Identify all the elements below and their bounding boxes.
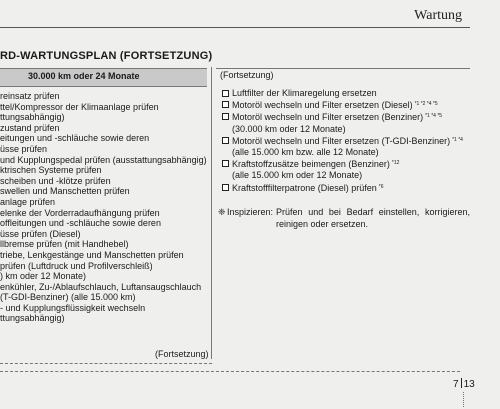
note-symbol-icon: ❈: [218, 207, 226, 217]
side-dotted-line: [463, 392, 465, 407]
checklist-item-text: Motoröl wechseln und Filter ersetzen (Benziner): [232, 112, 424, 123]
left-list-item: ktrischen Systeme prüfen: [0, 165, 102, 176]
checklist-item-interval: (alle 15.000 km oder 12 Monate): [232, 170, 363, 181]
checklist-item: [222, 88, 472, 99]
page-number: [453, 378, 475, 390]
checklist-item: [222, 99, 472, 111]
right-item-list: [222, 88, 472, 194]
left-list-item: llbremse prüfen (mit Handhebel): [0, 239, 129, 250]
left-list-item: zustand prüfen: [0, 122, 60, 133]
column-divider: [211, 67, 212, 359]
checklist-item-text: Motoröl wechseln und Filter ersetzen (Diesel): [232, 100, 413, 111]
page-number-divider: [461, 378, 462, 388]
checklist-item-interval: (30.000 km oder 12 Monate): [232, 123, 346, 134]
interval-label: 30.000 km oder 24 Monate: [28, 71, 140, 81]
left-list-item: swellen und Manschetten prüfen: [0, 186, 130, 197]
left-list-item: ) km oder 12 Monate): [0, 271, 87, 282]
left-list-item: (T-GDI-Benziner) (alle 15.000 km): [0, 292, 136, 303]
left-list-item: anlage prüfen: [0, 196, 56, 207]
checklist-item-interval: (alle 15.000 km bzw. alle 12 Monate): [232, 147, 379, 158]
left-list-item: - und Kupplungsflüssigkeit wechseln: [0, 302, 146, 313]
left-list-item: üsse prüfen: [0, 143, 48, 154]
checklist-item-text: Motoröl wechseln und Filter ersetzen (T-GDI-Benziner): [232, 135, 451, 146]
left-list-item: offleitungen und -schläuche sowie deren: [0, 218, 161, 229]
checkbox-icon: [222, 184, 229, 191]
left-list-item: ttel/Kompressor der Klimaanlage prüfen: [0, 101, 159, 112]
left-continued-note: (Fortsetzung): [155, 349, 209, 359]
footnote-marker: *12: [391, 160, 400, 167]
left-list-item: ttungsabhängig): [0, 112, 65, 123]
section-title: RD-WARTUNGSPLAN (FORTSETZUNG): [0, 50, 213, 62]
footnote-marker: *1 *4 *5: [425, 113, 443, 120]
page-number-value: 13: [463, 379, 475, 390]
left-list-item: scheiben und -klötze prüfen: [0, 175, 111, 186]
checklist-item-text: Luftfilter der Klimaregelung ersetzen: [232, 88, 377, 98]
left-bottom-rule: [0, 363, 212, 364]
left-list-item: prüfen (Luftdruck und Profilverschleiß): [0, 260, 153, 271]
continuation-label: (Fortsetzung): [220, 70, 274, 80]
footnote-marker: *1 *4: [452, 136, 463, 143]
left-list-item: ttungsabhängig): [0, 313, 65, 324]
left-list-item: enkühler, Zu-/Ablaufschlauch, Luftansaugschlauch: [0, 281, 202, 292]
left-list-item: triebe, Lenkgestänge und Manschetten prüfen: [0, 249, 184, 260]
checkbox-icon: [222, 137, 229, 144]
interval-band: [0, 68, 207, 87]
left-list-item: üsse prüfen (Diesel): [0, 228, 81, 239]
bottom-rule: [0, 371, 460, 372]
checkbox-icon: [222, 101, 229, 108]
chapter-number: 7: [453, 379, 459, 390]
checklist-item-text: Kraftstoffzusätze beimengen (Benziner): [232, 159, 390, 170]
left-list-item: eitungen und -schläuche sowie deren: [0, 133, 150, 144]
left-list-item: und Kupplungspedal prüfen (ausstattungsabhängig): [0, 154, 207, 165]
checklist-item: [222, 135, 472, 158]
checklist-item: [222, 158, 472, 181]
header-rule: [0, 27, 470, 28]
checklist-item-text: Kraftstofffilterpatrone (Diesel) prüfen: [232, 182, 377, 193]
continuation-band: [216, 68, 470, 86]
left-list-item: elenke der Vorderradaufhängung prüfen: [0, 207, 160, 218]
note-label: Inspizieren:: [227, 207, 274, 217]
checklist-item: [222, 111, 472, 134]
checkbox-icon: [222, 113, 229, 120]
footnote-marker: *1 *2 *4 *5: [414, 101, 438, 108]
checkbox-icon: [222, 90, 229, 97]
left-item-list: [0, 91, 210, 324]
checklist-item: [222, 182, 472, 194]
checkbox-icon: [222, 160, 229, 167]
note-text: Prüfen und bei Bedarf einstellen, korrigieren, reinigen oder ersetzen.: [276, 207, 470, 229]
footnote-marker: *6: [378, 183, 384, 190]
page-header-title: Wartung: [414, 8, 462, 23]
left-list-item: reinsatz prüfen: [0, 91, 60, 101]
